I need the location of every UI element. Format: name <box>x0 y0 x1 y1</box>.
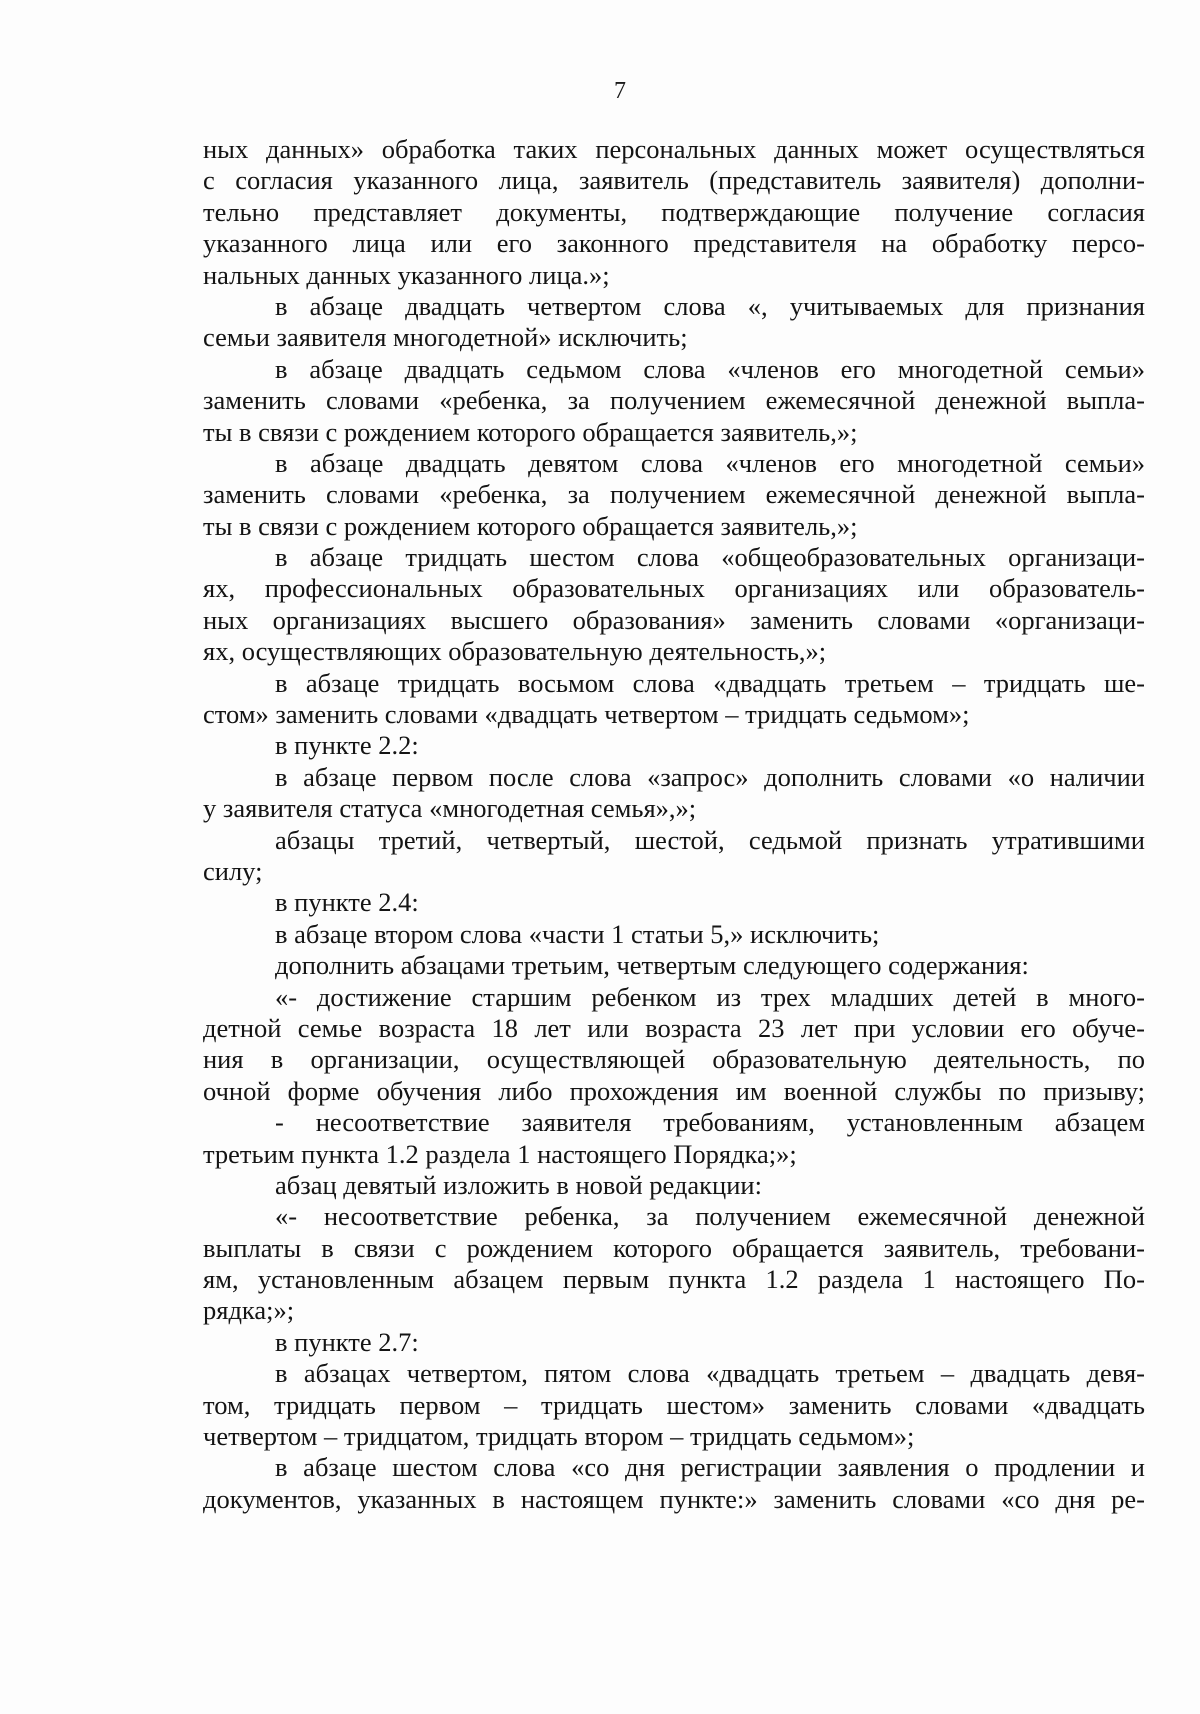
text-line: в пункте 2.2: <box>275 730 419 761</box>
text-line: детной семье возраста 18 лет или возраста 23 лет при условии его обуче- <box>203 1012 1145 1043</box>
text-line: тельно представляет документы, подтверждающие получение согласия <box>203 196 1145 227</box>
text-line: рядка;»; <box>203 1295 295 1326</box>
text-line: заменить словами «ребенка, за получением ежемесячной денежной выпла- <box>203 479 1145 510</box>
text-line: указанного лица или его законного представителя на обработку персо- <box>203 228 1145 259</box>
text-line: в абзаце двадцать четвертом слова «, учитываемых для признания <box>275 290 1145 321</box>
text-line: ных организациях высшего образования» заменить словами «организаци- <box>203 604 1145 635</box>
text-line: в пункте 2.4: <box>275 887 419 918</box>
text-line: в абзацах четвертом, пятом слова «двадцать третьем – двадцать девя- <box>275 1358 1145 1389</box>
text-line: абзацы третий, четвертый, шестой, седьмой признать утратившими <box>275 824 1145 855</box>
text-line: ях, профессиональных образовательных организациях или образователь- <box>203 573 1145 604</box>
text-line: в абзаце двадцать седьмом слова «членов его многодетной семьи» <box>275 353 1145 384</box>
document-body <box>203 134 1145 1515</box>
text-line: ям, установленным абзацем первым пункта 1.2 раздела 1 настоящего По- <box>203 1264 1145 1295</box>
text-line: выплаты в связи с рождением которого обращается заявитель, требовани- <box>203 1232 1145 1263</box>
text-line: в абзаце тридцать восьмом слова «двадцать третьем – тридцать ше- <box>275 667 1145 698</box>
text-line: ты в связи с рождением которого обращается заявитель,»; <box>203 510 858 541</box>
text-line: стом» заменить словами «двадцать четвертом – тридцать седьмом»; <box>203 699 970 730</box>
text-line: «- достижение старшим ребенком из трех младших детей в много- <box>275 981 1145 1012</box>
text-line: документов, указанных в настоящем пункте:» заменить словами «со дня ре- <box>203 1483 1145 1514</box>
text-line: у заявителя статуса «многодетная семья»,»; <box>203 793 697 824</box>
text-line: абзац девятый изложить в новой редакции: <box>275 1169 762 1200</box>
text-line: в абзаце шестом слова «со дня регистрации заявления о продлении и <box>275 1452 1145 1483</box>
text-line: ты в связи с рождением которого обращается заявитель,»; <box>203 416 858 447</box>
page-number: 7 <box>614 78 626 104</box>
text-line: с согласия указанного лица, заявитель (представитель заявителя) дополни- <box>203 165 1145 196</box>
text-line: - несоответствие заявителя требованиям, установленным абзацем <box>275 1107 1145 1138</box>
text-line: в абзаце двадцать девятом слова «членов его многодетной семьи» <box>275 447 1145 478</box>
text-line: силу; <box>203 855 263 886</box>
text-line: ях, осуществляющих образовательную деятельность,»; <box>203 636 827 667</box>
text-line: дополнить абзацами третьим, четвертым следующего содержания: <box>275 950 1029 981</box>
text-line: том, тридцать первом – тридцать шестом» заменить словами «двадцать <box>203 1389 1145 1420</box>
text-line: в пункте 2.7: <box>275 1326 419 1357</box>
text-line: ния в организации, осуществляющей образовательную деятельность, по <box>203 1044 1145 1075</box>
text-line: «- несоответствие ребенка, за получением ежемесячной денежной <box>275 1201 1145 1232</box>
text-line: четвертом – тридцатом, тридцать втором – тридцать седьмом»; <box>203 1421 915 1452</box>
text-line: нальных данных указанного лица.»; <box>203 259 610 290</box>
text-line: в абзаце тридцать шестом слова «общеобразовательных организаци- <box>275 542 1145 573</box>
text-line: ных данных» обработка таких персональных данных может осуществляться <box>203 134 1145 164</box>
text-line: третьим пункта 1.2 раздела 1 настоящего Порядка;»; <box>203 1138 797 1169</box>
text-line: в абзаце первом после слова «запрос» дополнить словами «о наличии <box>275 761 1145 792</box>
text-line: семьи заявителя многодетной» исключить; <box>203 322 688 353</box>
text-line: в абзаце втором слова «части 1 статьи 5,» исключить; <box>275 918 880 949</box>
text-line: очной форме обучения либо прохождения им военной службы по призыву; <box>203 1075 1145 1106</box>
text-line: заменить словами «ребенка, за получением ежемесячной денежной выпла- <box>203 385 1145 416</box>
